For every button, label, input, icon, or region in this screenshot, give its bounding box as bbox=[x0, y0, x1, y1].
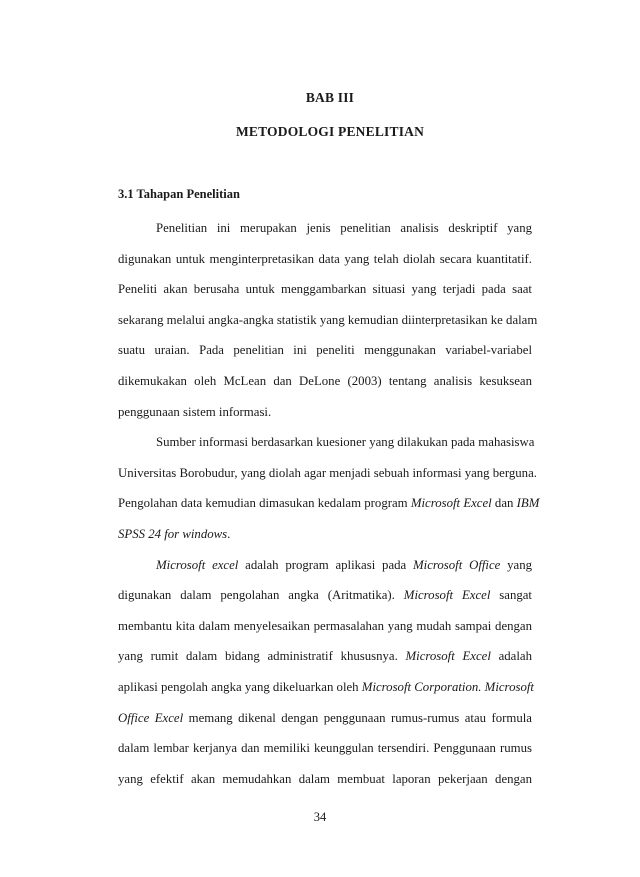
text-segment: sekarang melalui angka-angka statistik yang kemudian diinterpretasikan ke dalam bbox=[118, 312, 538, 327]
body-line bbox=[118, 366, 532, 397]
text-segment: penggunaan sistem informasi. bbox=[118, 404, 272, 419]
italic-term: Microsoft excel bbox=[156, 557, 239, 572]
page-number: 34 bbox=[313, 810, 327, 824]
chapter-number: BAB III bbox=[305, 90, 355, 105]
text-segment: dikemukakan oleh McLean dan DeLone (2003) tentang analisis kesuksean bbox=[118, 373, 532, 388]
body-line bbox=[118, 305, 538, 336]
text-segment: membantu kita dalam menyelesaikan permasalahan yang mudah sampai dengan bbox=[118, 618, 532, 633]
body-line bbox=[118, 335, 532, 366]
body-line bbox=[118, 274, 532, 305]
text-segment: suatu uraian. Pada penelitian ini peneliti menggunakan variabel-variabel bbox=[118, 343, 532, 358]
text-segment: yang bbox=[500, 557, 533, 572]
section-heading: 3.1 Tahapan Penelitian bbox=[118, 187, 240, 201]
body-line bbox=[118, 458, 537, 489]
text-segment: aplikasi pengolah angka yang dikeluarkan oleh bbox=[118, 679, 362, 694]
text-segment: digunakan untuk menginterpretasikan data yang telah diolah secara kuantitatif. bbox=[118, 251, 532, 266]
text-segment: dan bbox=[491, 496, 517, 511]
italic-term: Microsoft Excel bbox=[410, 496, 492, 511]
italic-term: SPSS 24 for windows bbox=[118, 526, 228, 541]
body-line bbox=[118, 672, 532, 703]
italic-term: Microsoft Corporation. Microsoft bbox=[361, 679, 534, 694]
body-line bbox=[118, 550, 532, 581]
text-segment: Sumber informasi berdasarkan kuesioner yang dilakukan pada mahasiswa bbox=[156, 435, 535, 450]
body-line bbox=[118, 427, 535, 458]
body-line bbox=[118, 519, 532, 550]
body-line bbox=[118, 641, 532, 672]
italic-term: IBM bbox=[516, 496, 540, 511]
body-line bbox=[118, 764, 532, 795]
text-segment: memang dikenal dengan penggunaan rumus-rumus atau formula bbox=[183, 710, 532, 725]
chapter-title: METODOLOGI PENELITIAN bbox=[235, 124, 425, 139]
text-segment: Penelitian ini merupakan jenis penelitian analisis deskriptif yang bbox=[156, 221, 532, 235]
italic-term: Microsoft Office bbox=[413, 557, 501, 572]
body-line bbox=[118, 703, 532, 734]
body-line bbox=[118, 213, 532, 244]
body-text bbox=[118, 213, 540, 794]
text-segment: Pengolahan data kemudian dimasukan kedalam program bbox=[118, 496, 411, 511]
text-segment: Peneliti akan berusaha untuk menggambarkan situasi yang terjadi pada saat bbox=[118, 282, 532, 297]
italic-term: Microsoft Excel bbox=[403, 588, 491, 603]
italic-term: Office Excel bbox=[118, 710, 184, 725]
body-line bbox=[118, 397, 532, 428]
text-segment: adalah bbox=[490, 649, 532, 664]
text-segment: yang rumit dalam bidang administratif khususnya. bbox=[118, 649, 406, 664]
text-segment: . bbox=[227, 526, 231, 541]
body-line bbox=[118, 488, 540, 519]
body-line bbox=[118, 580, 532, 611]
body-line bbox=[118, 733, 532, 764]
text-segment: Universitas Borobudur, yang diolah agar menjadi sebuah informasi yang berguna. bbox=[118, 465, 537, 480]
text-segment: adalah program aplikasi pada bbox=[238, 557, 413, 572]
body-line bbox=[118, 611, 532, 642]
text-segment: dalam lembar kerjanya dan memiliki keunggulan tersendiri. Penggunaan rumus bbox=[118, 741, 532, 756]
text-segment: digunakan dalam pengolahan angka (Aritmatika). bbox=[118, 588, 404, 603]
text-segment: sangat bbox=[490, 588, 532, 603]
text-segment: yang efektif akan memudahkan dalam membuat laporan pekerjaan dengan bbox=[118, 771, 532, 786]
italic-term: Microsoft Excel bbox=[405, 649, 491, 664]
body-line bbox=[118, 244, 532, 275]
